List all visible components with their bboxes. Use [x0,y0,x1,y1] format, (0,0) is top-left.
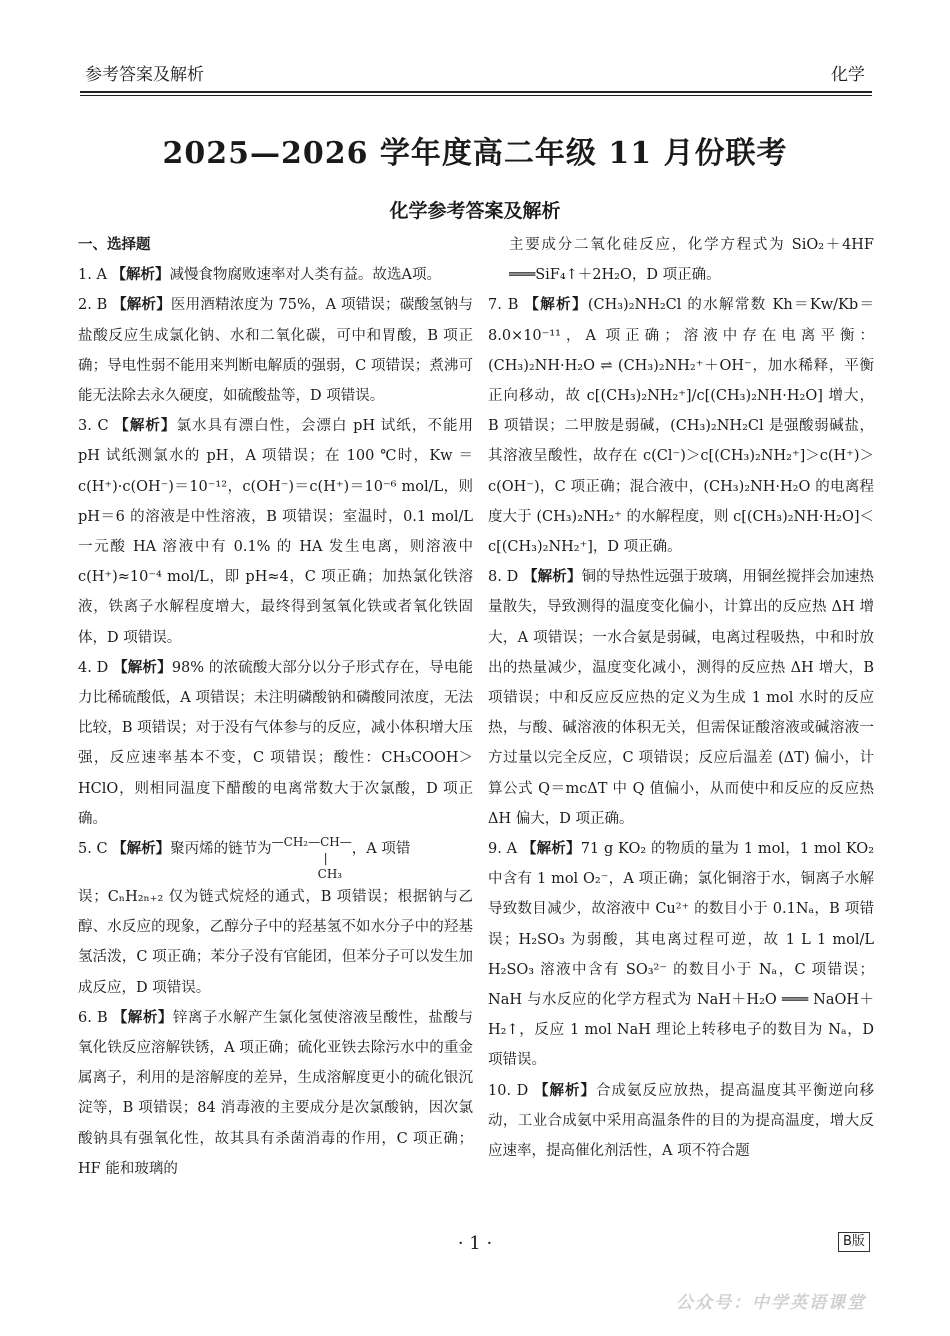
answer-number: 4. D [78,659,109,676]
answer-text-cont: 误；CₙH₂ₙ₊₂ 仅为链式烷烃的通式，B 项错误；根据钠与乙醇、水反应的现象，乙醇分子中的羟基氢不如水分子中的羟基氢活泼，C 项正确；苯分子没有官能团，但苯分子可以发生加成反应，D 项错误。 [78,889,473,996]
answer-text: (CH₃)₂NH₂Cl 的水解常数 Kh＝Kw/Kb＝8.0×10⁻¹¹，A 项正确；溶液中存在电离平衡：(CH₃)₂NH·H₂O ⇌ (CH₃)₂NH₂⁺＋OH⁻，加水稀释，平衡正向移动，故 c[(CH₃)₂NH₂⁺]/c[(CH₃)₂NH·H₂O] 增大，B 项错误；二甲胺是弱碱，(CH₃)₂NH₂Cl 是强酸弱碱盐，其溶液呈酸性，故存在 c(Cl⁻)＞c[(CH₃)₂NH₂⁺]＞c(H⁺)＞c(OH⁻)，C 项正确；混合液中，(CH₃)₂NH·H₂O 的电离程度大于 (CH₃)₂NH₂⁺ 的水解程度，则 c[(CH₃)₂NH·H₂O]＜c[(CH₃)₂NH₂⁺]，D 项正确。 [488,297,875,556]
analysis-tag: 【解析】 [112,841,171,858]
answer-number: 6. B [78,1009,108,1026]
header-rule [80,91,872,93]
answer-1 [78,260,473,290]
answer-text: ，A 项错 [351,841,411,858]
analysis-tag: 【解析】 [111,267,170,284]
answer-text: 71 g KO₂ 的物质的量为 1 mol，1 mol KO₂ 中含有 1 mol O₂⁻，A 项正确；氯化铜溶于水，铜离子水解导致数目减少，故溶液中 Cu²⁺ 的数目小于 0.1Nₐ，B 项错误；H₂SO₃ 为弱酸，其电离过程可逆，故 1 L 1 mol/L H₂SO₃ 溶液中含有 SO₃²⁻ 的数目小于 Nₐ，C 项错误；NaH 与水反应的化学方程式为 NaH＋H₂O ═══ NaOH＋H₂↑，反应 1 mol NaH 理论上转移电子的数目为 Nₐ，D 项错误。 [488,841,875,1069]
chain-formula: —CH₂—CH— [271,835,352,850]
answer-number: 8. D [488,569,519,586]
analysis-tag: 【解析】 [521,841,581,858]
analysis-tag: 【解析】 [524,297,588,314]
answer-number: 3. C [78,418,109,435]
page-title: 2025—2026 学年度高二年级 11 月份联考 [162,136,788,171]
answer-text: 合成氨反应放热，提高温度其平衡逆向移动，工业合成氨中采用高温条件的目的为提高温度，增大反应速率，提高催化剂活性，A 项不符合题 [488,1082,875,1160]
answer-4 [78,653,473,834]
analysis-tag: 【解析】 [114,418,177,435]
analysis-tag: 【解析】 [113,659,172,676]
answer-number: 10. D [488,1082,529,1099]
answer-7 [488,290,874,562]
answer-6-continued: 主要成分二氧化硅反应，化学方程式为 SiO₂＋4HF ═══SiF₄↑＋2H₂O，D 项正确。 [509,237,874,284]
answer-number: 7. B [488,297,519,314]
answer-8 [488,562,874,834]
analysis-tag: 【解析】 [112,1009,173,1026]
answer-number: 5. C [78,841,108,858]
version-badge: B版 [838,1232,870,1252]
right-column [488,230,874,1166]
answer-6 [78,1003,473,1184]
answer-text: 氯水具有漂白性，会漂白 pH 试纸，不能用 pH 试纸测氯水的 pH，A 项错误；在 100 ℃时，Kw ＝c(H⁺)·c(OH⁻)＝10⁻¹²，c(OH⁻)＝c(H⁺)＝10⁻⁶ mol/L，则 pH＝6 的溶液是中性溶液，B 项错误；室温时，0.1 mol/L 一元酸 HA 溶液中有 0.1% 的 HA 发生电离，则溶液中 c(H⁺)≈10⁻⁴ mol/L，即 pH≈4，C 项正确；加热氯化铁溶液，铁离子水解程度增大，最终得到氢氧化铁或者氧化铁固体，D 项错误。 [78,418,474,646]
structural-formula: —CH₂—CH— | CH₃ [271,835,352,882]
answer-text: 98% 的浓硫酸大部分以分子形式存在，导电能力比稀硫酸低，A 项错误；未注明磷酸钠和磷酸同浓度，无法比较，B 项错误；对于没有气体参与的反应，减小体积增大压强，反应速率基本不变，C 项错误；酸性：CH₃COOH＞HClO，则相同温度下醋酸的电离常数大于次氯酸，D 项正确。 [78,659,474,827]
answer-10 [488,1076,874,1167]
answer-text: 医用酒精浓度为 75%，A 项错误；碳酸氢钠与盐酸反应生成氯化钠、水和二氧化碳，可中和胃酸，B 项正确；导电性弱不能用来判断电解质的强弱，C 项错误；煮沸可能无法除去永久硬度，如硫酸盐等，D 项错误。 [78,297,474,405]
answer-text: 减慢食物腐败速率对人类有益。故选A项。 [169,267,442,284]
page-subtitle: 化学参考答案及解析 [389,200,561,222]
header-rule-thin [80,95,872,96]
answer-number: 1. A [78,267,107,284]
answer-text: 锌离子水解产生氯化氢使溶液呈酸性，盐酸与氧化铁反应溶解铁锈，A 项正确；硫化亚铁去除污水中的重金属离子，利用的是溶解度的差异，生成溶解度更小的硫化银沉淀等，B 项错误；84 消毒液的主要成分是次氯酸钠，因次氯酸钠具有强氧化性，故其具有杀菌消毒的作用，C 项正确；HF 能和玻璃的 [78,1009,473,1177]
section-heading: 一、选择题 [78,237,151,253]
answer-text: 聚丙烯的链节为 [170,841,272,858]
answer-5 [78,834,473,1003]
branch-formula: CH₃ [317,867,343,882]
analysis-tag: 【解析】 [112,297,171,314]
header-left: 参考答案及解析 [85,65,204,85]
header-right: 化学 [831,65,865,85]
analysis-tag: 【解析】 [522,569,582,586]
answer-number: 2. B [78,297,108,314]
answer-3 [78,411,473,653]
page-number: · 1 · [457,1233,493,1254]
answer-9 [488,834,874,1076]
answer-text: 铜的导热性远强于玻璃，用铜丝搅拌会加速热量散失，导致测得的温度变化偏小，计算出的反应热 ΔH 增大，A 项错误；一水合氨是弱碱，电离过程吸热，中和时放出的热量减少，温度变化减小，测得的反应热 ΔH 增大，B 项错误；中和反应反应热的定义为生成 1 mol 水时的反应热，与酸、碱溶液的体积无关，但需保证酸溶液或碱溶液一方过量以完全反应，C 项错误；反应后温差 (ΔT) 偏小，计算公式 Q＝mcΔT 中 Q 值偏小，从而使中和反应的反应热 ΔH 偏大，D 项正确。 [488,569,875,827]
watermark: 公众号：中学英语课堂 [676,1293,866,1313]
answer-number: 9. A [488,841,518,858]
analysis-tag: 【解析】 [533,1082,596,1099]
answer-2 [78,290,473,411]
left-column [78,230,473,1184]
